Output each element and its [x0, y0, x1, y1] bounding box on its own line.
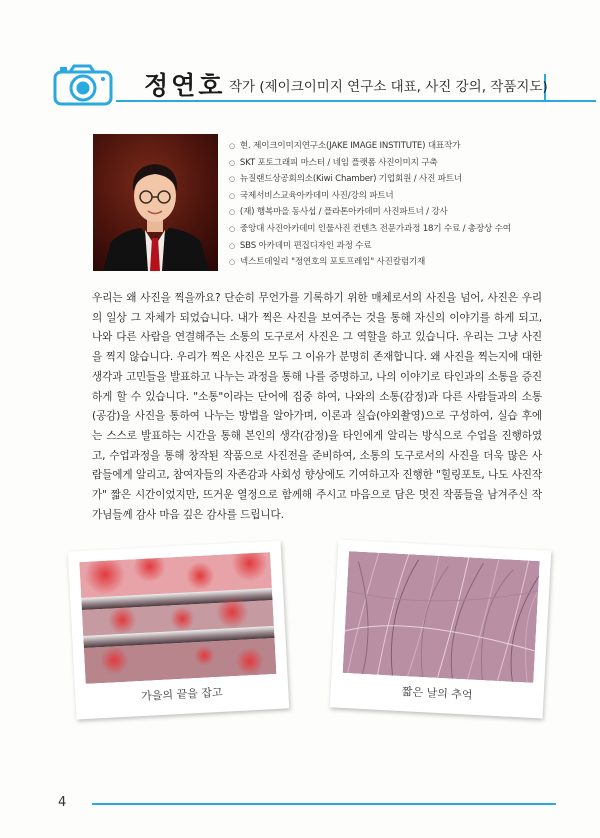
- author-portrait: [93, 134, 218, 271]
- photo-caption: 짧은 날의 추억: [401, 685, 473, 702]
- photo-card: [330, 540, 552, 719]
- bio-list: [229, 138, 559, 271]
- bio-item: ○ 뉴질랜드상공회의소(Kiwi Chamber) 기업회원 / 사진 파트너: [229, 171, 559, 188]
- footer-rule: [92, 803, 556, 805]
- essay-paragraph: 우리는 왜 사진을 찍을까요? 단순히 무언가를 기록하기 위한 매체로서의 사진을 넘어, 사진은 우리의 일상 그 자체가 되었습니다. 내가 찍은 사진을 보여주는 것을 통해 자신의 이야기를 하게 되고, 나와 다른 사람을 연결해주는 소통의 도구로서 사진은 그 역할을 하고 있습니다. 우리는 그냥 사진을 찍지 않습니다. 우리가 찍은 사진은 모두 그 이유가 분명히 존재합니다. 왜 사진을 찍는지에 대한 생각과 고민들을 발표하고 나누는 과정을 통해 나를 증명하고, 나의 이야기로 타인과의 소통을 증진하게 할 수 있습니다. "소통"이라는 단어에 집중 하여, 나와의 소통(감정)과 다른 사람들과의 소통(공감)을 사진을 통하여 나누는 방법을 알아가며, 이론과 실습(야외촬영)으로 구성하여, 실습 후에는 스스로 발표하는 시간을 통해 본인의 생각(감정)을 타인에게 알리는 방식으로 수업을 진행하였고, 수업과정을 통해 창작된 작품으로 사진전을 준비하여, 소통의 도구로서의 사진을 더욱 많은 사람들에게 알리고, 참여자들의 자존감과 사회성 향상에도 기여하고자 진행한 "힐링포토, 나도 사진작가" 짧은 시간이었지만, 뜨거운 열정으로 함께해 주시고 마음으로 담은 멋진 작품들을 남겨주신 작가님들께 감사 마음 깊은 감사를 드립니다.: [92, 292, 542, 521]
- author-role: 작가 (제이크이미지 연구소 대표, 사진 강의, 작품지도): [229, 79, 548, 95]
- bio-item: ○ 넥스트데일리 "정연호의 포토프레임" 사진칼럼기재: [229, 254, 559, 271]
- photo-grass: [343, 551, 540, 683]
- bio-item: ○ 현. 제이크이미지연구소(JAKE IMAGE INSTITUTE) 대표작가: [229, 138, 559, 155]
- photo-autumn: [79, 552, 276, 684]
- bio-item: ○ (재) 행복마을 동사섭 / 플라톤아카데미 사진파트너 / 강사: [229, 204, 559, 221]
- bio-item: ○ 국제서비스교육아카데미 사진/강의 파트너: [229, 188, 559, 205]
- author-name: 정연호: [144, 71, 226, 100]
- camera-icon: [52, 62, 118, 108]
- section-header: [52, 62, 546, 104]
- page-number: 4: [58, 795, 67, 810]
- photo-card: [68, 541, 290, 720]
- bio-item: ○ SKT 포토그래피 마스터 / 네임 플랫폼 사진이미지 구축: [229, 155, 559, 172]
- bio-item: ○ SBS 아카데미 편집디자인 과정 수료: [229, 238, 559, 255]
- bio-item: ○ 중앙대 사진아카데미 인물사진 컨텐츠 전문가과정 18기 수료 / 총장상 수여: [229, 221, 559, 238]
- photo-caption: 가을의 끝을 잡고: [140, 685, 223, 704]
